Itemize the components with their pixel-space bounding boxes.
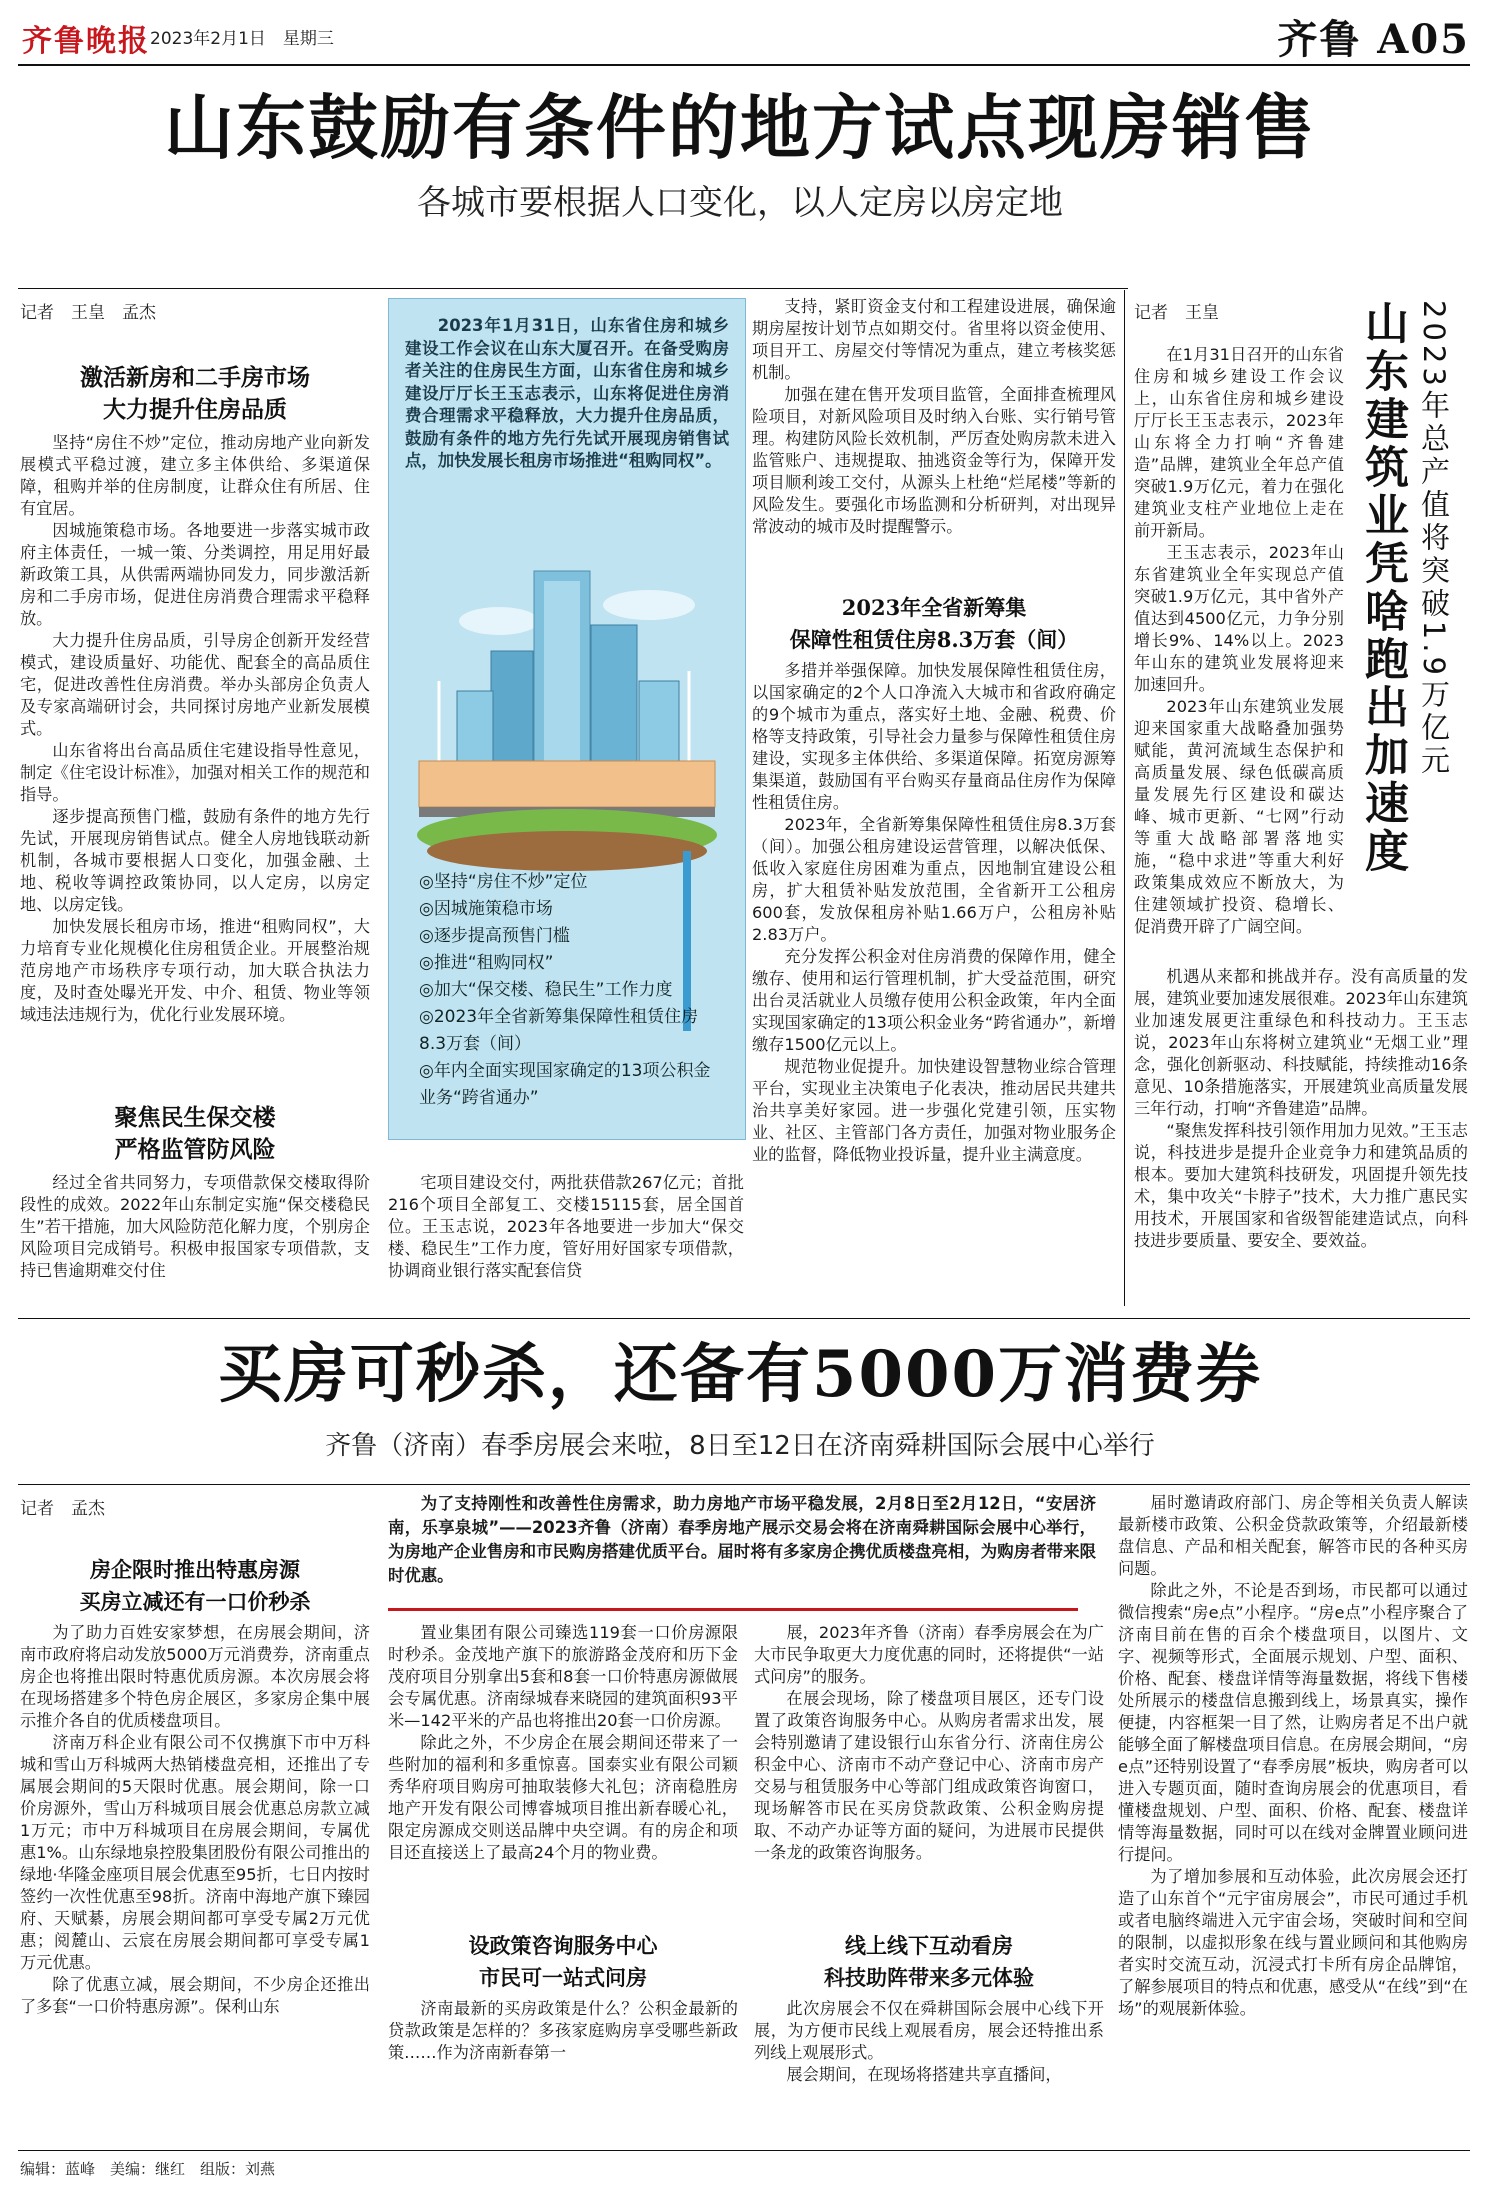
- footer-rule: [18, 2150, 1470, 2151]
- story1-section1-title: 激活新房和二手房市场 大力提升住房品质: [80, 364, 310, 423]
- story1-col3: [752, 296, 1116, 582]
- key-point-item: ◎坚持“房住不炒”定位: [419, 872, 588, 892]
- illustration-cloud: [459, 607, 539, 635]
- illustration-lowrise: [419, 761, 715, 807]
- page-section-label: 齐鲁 A05: [1277, 16, 1470, 63]
- story1-col1: [20, 432, 370, 1122]
- story3-col4-para: 为了增加参展和互动体验，此次房展会还打造了山东首个“元宇宙房展会”，市民可通过手机或者电脑终端进入元宇宙会场，突破时间和空间的限制，以虚拟形象在线与置业顾问和其他购房者实时交流互动，沉浸式打卡所有房企品牌馆，了解参展项目的特点和优惠，感受从“在线”到“在场”的观展新体验。: [1118, 1867, 1468, 2018]
- story1-col3-para: 支持，紧盯资金支付和工程建设进展，确保逾期房屋按计划节点如期交付。省里将以资金使用、项目开工、房屋交付等情况为重点，建立考核奖惩机制。: [752, 297, 1116, 382]
- story3-section2-title: 设政策咨询服务中心 市民可一站式问房: [468, 1933, 658, 1990]
- key-point-item: ◎推进“租购同权”: [419, 953, 554, 973]
- story1-col1-para: 逐步提高预售门槛，鼓励有条件的地方先行先试，开展现房销售试点。健全人房地钱联动新机制，各城市要根据人口变化，加强金融、土地、税收等调控政策协同，以人定房，以房定地、以房定钱。: [20, 807, 370, 914]
- story1-sidebar-card: [388, 298, 746, 1140]
- story3-col1: [20, 1622, 370, 2090]
- story2-para: 机遇从来都和挑战并存。没有高质量的发展，建筑业要加速发展很难。2023年山东建筑业加速发展更注重绿色和科技动力。王玉志说，2023年山东将树立建筑业“无烟工业”理念，强化创新驱动、科技赋能，持续推动16条意见、10条措施落实，开展建筑业高质量发展三年行动，打响“齐鲁建造”品牌。: [1134, 967, 1468, 1118]
- sidebar-intro-text: 2023年1月31日，山东省住房和城乡建设工作会议在山东大厦召开。在备受购房者关注的住房民生方面，山东省住房和城乡建设厅厅长王玉志表示，山东将促进住房消费合理需求平稳释放，大力提升住房品质，鼓励有条件的地方先行先试开展现房销售试点，加快发展长租房市场推进“租购同权”。: [405, 316, 729, 470]
- story3-rule: [18, 1484, 1470, 1485]
- story1-col1-para: 因城施策稳市场。各地要进一步落实城市政府主体责任，一城一策、分类调控，用足用好最新政策工具，从供需两端协同发力，同步激活新房和二手房市场，促进住房消费合理需求平稳释放。: [20, 521, 370, 628]
- story3-col4: [1118, 1492, 1468, 2090]
- story3-lead-text: 为了支持刚性和改善性住房需求，助力房地产市场平稳发展，2月8日至2月12日，“安居济南，乐享泉城”——2023齐鲁（济南）春季房地产展示交易会将在济南舜耕国际会展中心举行，为房地产企业售房和市民购房搭建优质平台。届时将有多家房企携优质楼盘亮相，为购房者带来限时优惠。: [388, 1494, 1096, 1585]
- newspaper-logo: 齐鲁晚报: [22, 24, 150, 59]
- story3-col2b: [388, 1998, 738, 2090]
- story3-col3b-para: 此次房展会不仅在舜耕国际会展中心线下开展，为方便市民线上观展看房，展会还特推出系列线上观展形式。: [754, 1999, 1104, 2062]
- story2-vertical-title: 山东建筑业凭啥跑出加速度: [1357, 300, 1408, 876]
- story3-subheadline: 齐鲁（济南）春季房展会来啦，8日至12日在济南舜耕国际会展中心举行: [325, 1431, 1155, 1461]
- key-point-item: ◎逐步提高预售门槛: [419, 926, 570, 946]
- footer-credits: 编辑：蓝峰 美编：继红 组版：刘燕: [20, 2160, 276, 2178]
- story1-col2b-para: 宅项目建设交付，两批获借款267亿元；首批216个项目全部复工、交楼15115套，居全国首位。王玉志说，2023年各地要进一步加大“保交楼、稳民生”工作力度，管好用好国家专项借款，协调商业银行落实配套信贷: [388, 1173, 744, 1280]
- story1-col1b-para: 经过全省共同努力，专项借款保交楼取得阶段性的成效。2022年山东制定实施“保交楼稳民生”若干措施，加大风险防范化解力度，个别房企风险项目完成销号。积极申报国家专项借款，支持已售逾期难交付住: [20, 1173, 370, 1280]
- story3-col1-para: 济南万科企业有限公司不仅携旗下市中万科城和雪山万科城两大热销楼盘亮相，还推出了专属展会期间的5天限时优惠。展会期间，除一口价房源外，雪山万科城项目展会优惠总房款立减1万元；市中万科城项目在房展会期间，专属优惠1%。山东绿地泉控股集团股份有限公司推出的绿地·华隆金座项目展会优惠至95折，七日内按时签约一次性优惠至98折。济南中海地产旗下臻园府、天赋綦，房展会期间都可享受专属2万元优惠；阅麓山、云宸在房展会期间都可享受专属1万元优惠。: [20, 1733, 370, 1972]
- story2-para: “聚焦发挥科技引领作用加力见效。”王玉志说，科技进步是提升企业竞争力和建筑品质的根本。要加大建筑科技研发，巩固提升领先技术，集中攻关“卡脖子”技术，大力推广惠民实用技术，开展国家和省级智能建造试点，向科技进步要质量、要安全、要效益。: [1134, 1121, 1468, 1250]
- story2-body: [1134, 344, 1344, 964]
- story1-col3b: [752, 660, 1116, 1304]
- story3-col2b-para: 济南最新的买房政策是什么？公积金最新的贷款政策是怎样的？多孩家庭购房享受哪些新政策……作为济南新春第一: [388, 1999, 738, 2062]
- story3-lead: [388, 1492, 1096, 1598]
- story3-col3b-para: 展会期间，在现场将搭建共享直播间，: [786, 2065, 1062, 2084]
- story3-col3-para: 展，2023年齐鲁（济南）春季房展会在为广大市民争取更大力度优惠的同时，还将提供“一站式问房”的服务。: [754, 1623, 1104, 1686]
- story2-body-lower: [1134, 966, 1468, 1304]
- story1-col1b: [20, 1172, 370, 1302]
- story2-vertical-subtitle: 2023年总产值将突破1.9万亿元: [1417, 300, 1451, 778]
- story3-col3b: [754, 1998, 1104, 2090]
- story3-col3-para: 在展会现场，除了楼盘项目展区，还专门设置了政策咨询服务中心。从购房者需求出发，展会特别邀请了建设银行山东省分行、济南住房公积金中心、济南市不动产登记中心、济南市房产交易与租赁服务中心等部门组成政策咨询窗口，现场解答市民在买房贷款政策、公积金购房提取、不动产办证等方面的疑问，为进展市民提供一条龙的政策咨询服务。: [754, 1689, 1104, 1862]
- key-point-item: ◎因城施策稳市场: [419, 899, 553, 919]
- story1-col3b-para: 多措并举强保障。加快发展保障性租赁住房，以国家确定的2个人口净流入大城市和省政府确定的9个城市为重点，落实好土地、金融、税费、价格等支持政策，引导社会力量参与保障性租赁住房建设，实现多主体供给、多渠道保障。拓宽房源筹集渠道，鼓励国有平台购买存量商品住房作为保障性租赁住房。: [752, 661, 1116, 812]
- story3-headline: 买房可秒杀，还备有5000万消费券: [217, 1337, 1263, 1412]
- story3-col4-para: 除此之外，不论是否到场，市民都可以通过微信搜索“房e点”小程序。“房e点”小程序聚合了济南目前在售的百余个楼盘项目，以图片、文字、视频等形式，全面展示规划、户型、面积、价格、配套、楼盘详情等海量数据，将线下售楼处所展示的楼盘信息搬到线上，场景真实，操作便捷，内容框架一目了然，让购房者足不出户就能够全面了解楼盘项目信息。在房展会期间，“房e点”还特别设置了“春季房展”板块，购房者可以进入专题页面，随时查询房展会的优惠项目，看懂楼盘规划、户型、面积、价格、配套、楼盘详情等海量数据，同时可以在线对金牌置业顾问进行提问。: [1118, 1581, 1468, 1864]
- story3-section3-title: 线上线下互动看房 科技助阵带来多元体验: [824, 1933, 1034, 1990]
- story1-col3-para: 加强在建在售开发项目监管，全面排查梳理风险项目，对新风险项目及时纳入台账、实行销号管理。构建防风险长效机制，严厉查处购房款未进入监管账户、违规提取、抽逃资金等行为，保障开发项目顺利竣工交付，从源头上杜绝“烂尾楼”等新的风险发生。要强化市场监测和分析研判，对出现异常波动的城市及时提醒警示。: [752, 385, 1116, 536]
- story3-col2-para: 置业集团有限公司臻选119套一口价房源限时秒杀。金茂地产旗下的旅游路金茂府和历下金茂府项目分别拿出5套和8套一口价特惠房源做展会专属优惠。济南绿城春来晓园的建筑面积93平米—142平米的产品也将推出20套一口价房源。: [388, 1623, 738, 1730]
- story-divider: [18, 1318, 1470, 1319]
- story2-divider: [1124, 290, 1125, 1306]
- story2-para: 2023年山东建筑业发展迎来国家重大战略叠加强势赋能，黄河流域生态保护和高质量发展、绿色低碳高质量发展先行区建设和碳达峰、城市更新、“七网”行动等重大战略部署落地实施，“稳中求进”等重大利好政策集成效应不断放大，为住建领域扩投资、稳增长、促消费开辟了广阔空间。: [1134, 697, 1344, 936]
- issue-date: 2023年2月1日 星期三: [150, 29, 334, 49]
- key-point-item: ◎年内全面实现国家确定的13项公积金业务“跨省通办”: [419, 1061, 711, 1108]
- story1-col1-para: 山东省将出台高品质住宅建设指导性意见，制定《住宅设计标准》，加强对相关工作的规范和指导。: [20, 741, 370, 804]
- key-point-item: ◎加大“保交楼、稳民生”工作力度: [419, 980, 673, 1000]
- story2-para: 王玉志表示，2023年山东省建筑业全年实现总产值突破1.9万亿元，其中省外产值达到4500亿元，力争分别增长9%、14%以上。2023年山东的建筑业发展将迎来加速回升。: [1134, 543, 1344, 694]
- sidebar-intro: [405, 315, 729, 565]
- story1-section2-title: 聚焦民生保交楼 严格监管防风险: [114, 1104, 276, 1163]
- story3-section1-title: 房企限时推出特惠房源 买房立减还有一口价秒杀: [79, 1557, 311, 1614]
- story3-col3: [754, 1622, 1104, 1912]
- story3-col1-para: 为了助力百姓安家梦想，在房展会期间，济南市政府将启动发放5000万元消费券，济南重点房企也将推出限时特惠优质房源。本次房展会将在现场搭建多个特色房企展区，多家房企集中展示推介各自的优质楼盘项目。: [20, 1623, 370, 1730]
- illustration-soil-base: [427, 831, 707, 871]
- story1-headline: 山东鼓励有条件的地方试点现房销售: [164, 86, 1316, 169]
- story2-byline: 记者 王皇: [1134, 303, 1219, 323]
- key-point-item: ◎2023年全省新筹集保障性租赁住房8.3万套（间）: [419, 1007, 699, 1054]
- story1-rule: [18, 288, 1128, 289]
- story3-col4-para: 届时邀请政府部门、房企等相关负责人解读最新楼市政策、公积金贷款政策等，介绍最新楼盘信息、产品和相关配套，解答市民的各种买房问题。: [1118, 1493, 1468, 1578]
- story1-col1-para: 大力提升住房品质，引导房企创新开发经营模式，建设质量好、功能优、配套全的高品质住宅，促进改善性住房消费。举办头部房企负责人及专家高端研讨会，共同探讨房地产业新发展模式。: [20, 631, 370, 738]
- illustration-cloud: [603, 590, 695, 620]
- story1-col3b-para: 充分发挥公积金对住房消费的保障作用，健全缴存、使用和运行管理机制，扩大受益范围，研究出台灵活就业人员缴存使用公积金政策，年内全面实现国家确定的13项公积金业务“跨省通办”，新增缴存1500亿元以上。: [752, 947, 1116, 1054]
- story2-para: 在1月31日召开的山东省住房和城乡建设工作会议上，山东省住房和城乡建设厅厅长王玉志表示，2023年山东将全力打响“齐鲁建造”品牌，建筑业全年总产值突破1.9万亿元，着力在强化建筑业支柱产业地位上走在前开新局。: [1134, 345, 1344, 540]
- story1-col1-para: 加快发展长租房市场，推进“租购同权”，大力培育专业化规模化住房租赁企业。开展整治规范房地产市场秩序专项行动，加大联合执法力度，及时查处曝光开发、中介、租赁、物业等领域违法违规行为，优化行业发展环境。: [20, 917, 370, 1024]
- story1-col1-para: 坚持“房住不炒”定位，推动房地产业向新发展模式平稳过渡，建立多主体供给、多渠道保障，租购并举的住房制度，让群众住有所居、住有宜居。: [20, 433, 370, 518]
- story1-section3-title: 2023年全省新筹集 保障性租赁住房8.3万套（间）: [789, 595, 1079, 652]
- story3-col2-para: 除此之外，不少房企在展会期间还带来了一些附加的福利和多重惊喜。国泰实业有限公司颖秀华府项目购房可抽取装修大礼包；济南稳胜房地产开发有限公司博睿城项目推出新春暖心礼，限定房源成交则送品牌中央空调。有的房企和项目还直接送上了最高24个月的物业费。: [388, 1733, 738, 1862]
- masthead-rule: [18, 64, 1470, 66]
- story1-col3b-para: 2023年，全省新筹集保障性租赁住房8.3万套（间）。加强公租房建设运营管理，以解决低保、低收入家庭住房困难为重点，因地制宜建设公租房，扩大租赁补贴发放范围，全省新开工公租房600套，发放保租房补贴1.66万户，公租房补贴2.83万户。: [752, 815, 1116, 944]
- story1-col3b-para: 规范物业促提升。加快建设智慧物业综合管理平台，实现业主决策电子化表决，推动居民共建共治共享美好家园。进一步强化党建引领，压实物业、社区、主管部门各方责任，加强对物业服务企业的监督，降低物业投诉量，提升业主满意度。: [752, 1057, 1116, 1164]
- sidebar-key-points: [419, 869, 719, 1112]
- story1-col2b: [388, 1172, 744, 1302]
- story1-byline: 记者 王皇 孟杰: [20, 303, 156, 323]
- story3-byline: 记者 孟杰: [20, 1499, 105, 1519]
- story3-col1-para: 除了优惠立减，展会期间，不少房企还推出了多套“一口价特惠房源”。保利山东: [20, 1975, 370, 2016]
- story3-lead-underline: [388, 1608, 1078, 1611]
- story1-subheadline: 各城市要根据人口变化，以人定房以房定地: [417, 183, 1063, 223]
- story3-col2: [388, 1622, 738, 1912]
